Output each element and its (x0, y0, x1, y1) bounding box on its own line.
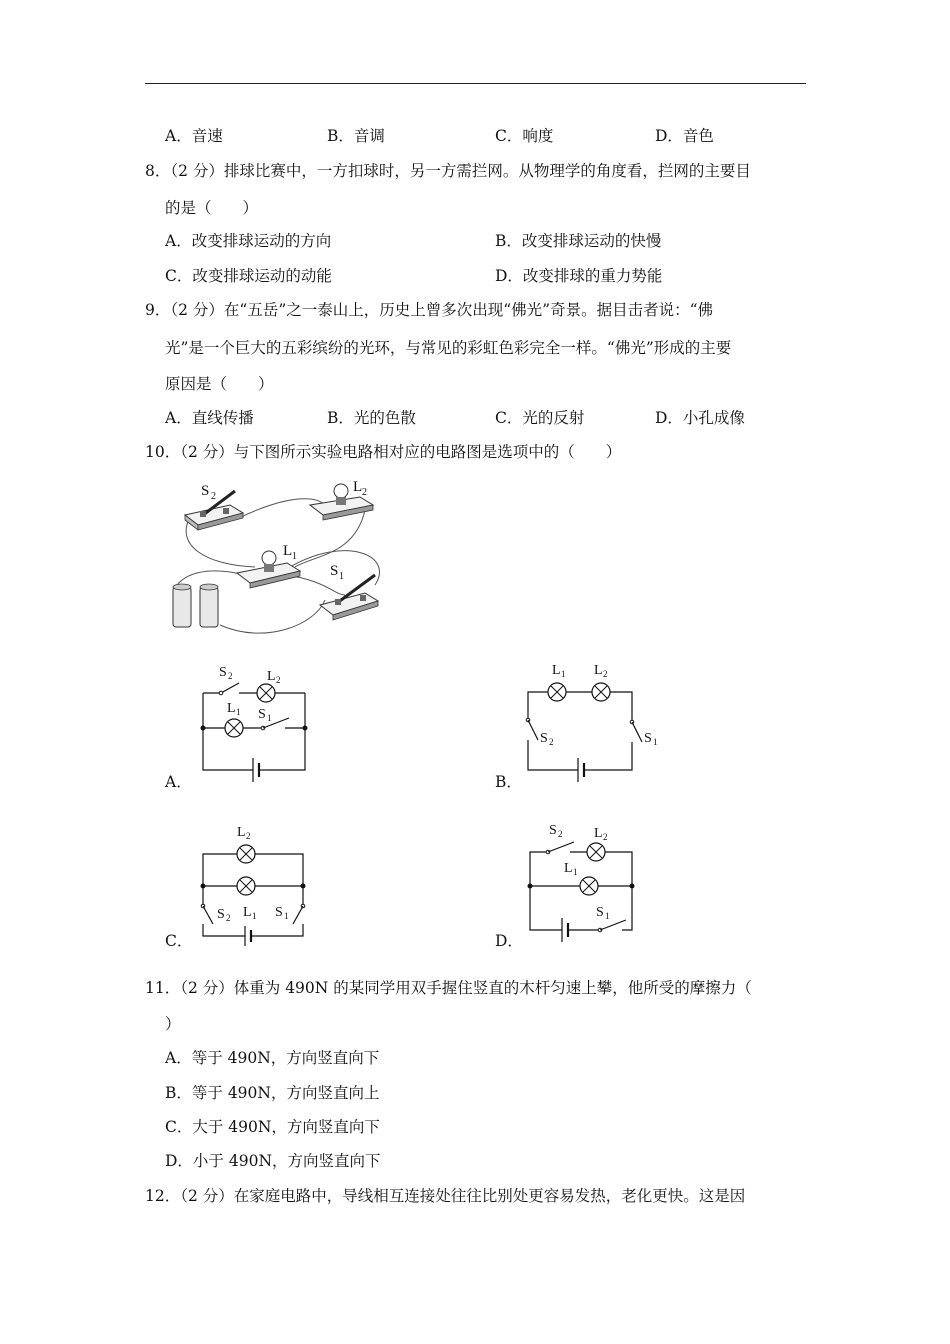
q9-stem-line2: 光”是一个巨大的五彩缤纷的光环，与常见的彩虹色彩完全一样。“佛光”形成的主要 (165, 339, 732, 357)
svg-text:2: 2 (211, 491, 216, 502)
q7-option-d: D．音色 (655, 127, 714, 145)
svg-text:L: L (552, 663, 561, 678)
experiment-circuit-illustration (165, 475, 405, 645)
svg-text:L: L (267, 669, 276, 684)
label-s2: S (201, 483, 210, 499)
svg-text:1: 1 (653, 737, 658, 747)
q11-stem-line1: 11．（2 分）体重为 490N 的某同学用双手握住竖直的木杆匀速上攀，他所受的摩擦力（ (145, 979, 752, 997)
q10-option-a-label: A． (165, 773, 192, 791)
svg-text:S: S (219, 665, 227, 680)
q10-option-b-label: B． (495, 773, 522, 791)
svg-text:L: L (243, 905, 252, 920)
svg-text:2: 2 (276, 675, 281, 685)
svg-text:1: 1 (573, 867, 578, 877)
q12-stem-line1: 12．（2 分）在家庭电路中，导线相互连接处往往比别处更容易发热，老化更快。这是因 (145, 1187, 746, 1205)
svg-text:S: S (596, 905, 604, 920)
svg-text:S: S (217, 907, 225, 922)
header-rule (145, 83, 806, 84)
svg-text:2: 2 (549, 737, 554, 747)
q8-stem-line2: 的是（ ） (165, 199, 259, 217)
q7-option-b: B．音调 (327, 127, 385, 145)
svg-text:1: 1 (267, 713, 272, 723)
svg-text:1: 1 (605, 911, 610, 921)
svg-text:L: L (594, 663, 603, 678)
label-l1: L (283, 543, 293, 559)
q10-option-c-label: C． (165, 932, 193, 950)
svg-text:2: 2 (603, 669, 608, 679)
svg-text:2: 2 (362, 487, 367, 498)
svg-text:1: 1 (284, 911, 289, 921)
svg-text:S: S (644, 731, 652, 746)
circuit-diagram-a (195, 658, 335, 788)
svg-text:S: S (540, 731, 548, 746)
circuit-diagram-b (520, 658, 670, 788)
svg-text:2: 2 (226, 913, 231, 923)
q9-option-c: C．光的反射 (495, 409, 585, 427)
label-s1: S (330, 563, 339, 579)
q8-option-d: D．改变排球的重力势能 (495, 267, 663, 285)
q9-stem-line3: 原因是（ ） (165, 375, 274, 393)
svg-text:L: L (594, 826, 603, 841)
svg-text:2: 2 (228, 671, 233, 681)
q8-option-b: B．改变排球运动的快慢 (495, 232, 662, 250)
svg-text:1: 1 (252, 911, 257, 921)
q10-option-d-label: D． (495, 932, 523, 950)
q9-option-d: D．小孔成像 (655, 409, 745, 427)
q11-option-c: C．大于 490N，方向竖直向下 (165, 1118, 380, 1136)
circuit-diagram-d (522, 818, 662, 948)
svg-text:1: 1 (236, 707, 241, 717)
q8-stem-line1: 8．（2 分）排球比赛中，一方扣球时，另一方需拦网。从物理学的角度看，拦网的主要目 (145, 162, 751, 180)
q11-option-b: B．等于 490N，方向竖直向上 (165, 1084, 380, 1102)
q10-stem: 10．（2 分）与下图所示实验电路相对应的电路图是选项中的（ ） (145, 443, 622, 461)
svg-text:1: 1 (561, 669, 566, 679)
q11-stem-line2: ） (165, 1015, 181, 1033)
q11-option-a: A．等于 490N，方向竖直向下 (165, 1049, 380, 1067)
q9-stem-line1: 9．（2 分）在“五岳”之一泰山上，历史上曾多次出现“佛光”奇景。据目击者说：“佛 (145, 301, 714, 319)
q9-option-a: A．直线传播 (165, 409, 254, 427)
svg-text:2: 2 (558, 829, 563, 839)
svg-text:1: 1 (292, 551, 297, 562)
svg-text:2: 2 (246, 831, 251, 841)
q9-option-b: B．光的色散 (327, 409, 416, 427)
q7-option-c: C．响度 (495, 127, 554, 145)
q8-option-a: A．改变排球运动的方向 (165, 232, 332, 250)
q11-option-d: D．小于 490N，方向竖直向下 (165, 1152, 381, 1170)
svg-text:L: L (564, 861, 573, 876)
svg-text:1: 1 (339, 571, 344, 582)
q8-option-c: C．改变排球运动的动能 (165, 267, 332, 285)
label-l2: L (353, 479, 363, 495)
svg-text:S: S (258, 707, 266, 722)
svg-text:S: S (549, 823, 557, 838)
circuit-diagram-c (195, 818, 335, 948)
q7-option-a: A．音速 (165, 127, 223, 145)
svg-text:S: S (275, 905, 283, 920)
svg-text:L: L (227, 701, 236, 716)
svg-text:2: 2 (603, 832, 608, 842)
svg-text:L: L (237, 825, 246, 840)
